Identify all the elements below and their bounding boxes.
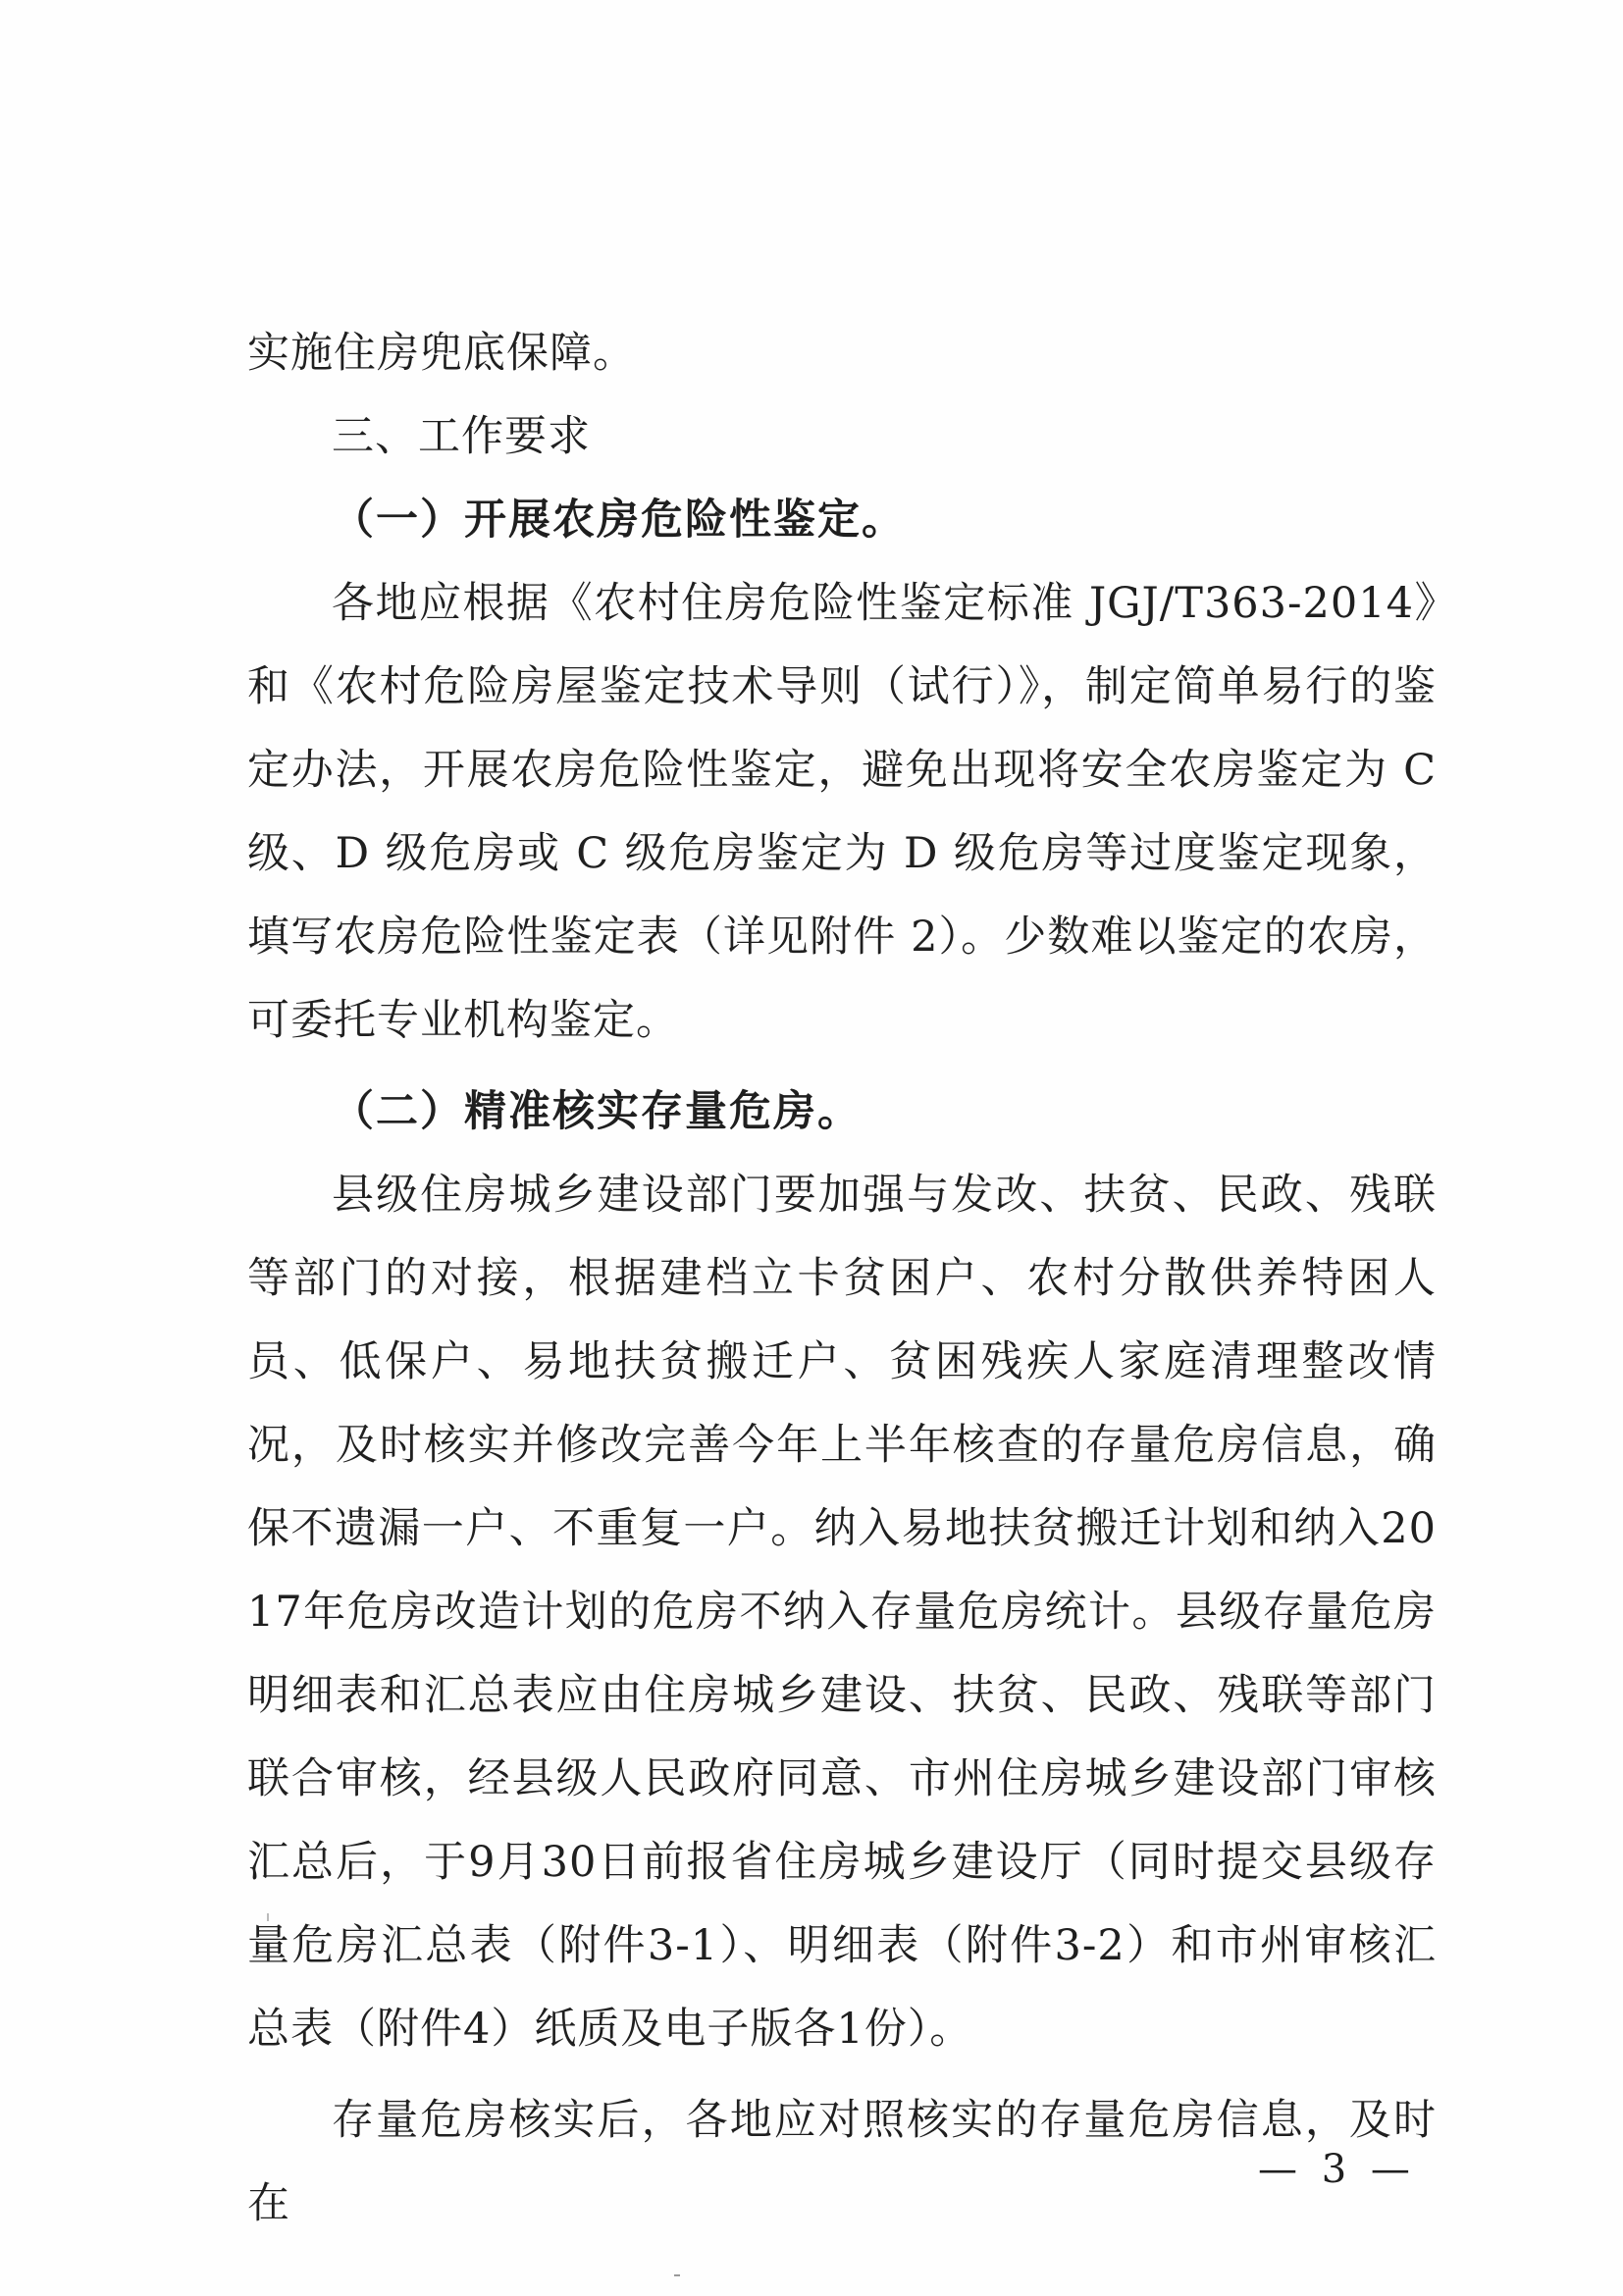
paragraph-appraisal: 各地应根据《农村住房危险性鉴定标准 JGJ/T363-2014》和《农村危险房屋鉴定技术导则（试行）》，制定简单易行的鉴定办法，开展农房危险性鉴定，避免出现将安全农房鉴定为 C 级、D 级危房或 C 级危房鉴定为 D 级危房等过度鉴定现象，填写农房危险性鉴定表（详见附件 2）。少数难以鉴定的农房，可委托专业机构鉴定。 [247,579,1437,1045]
section-heading-work-requirements: 三、工作要求 [332,412,591,461]
document-body [247,312,1437,2246]
scan-mark [267,1913,269,1921]
subsection-heading-2: （二）精准核实存量危房。 [332,1087,862,1136]
subsection-heading-1: （一）开展农房危险性鉴定。 [332,496,906,545]
scan-speck [674,2274,680,2276]
paragraph-verification: 县级住房城乡建设部门要加强与发改、扶贫、民政、残联等部门的对接，根据建档立卡贫困户、农村分散供养特困人员、低保户、易地扶贫搬迁户、贫困残疾人家庭清理整改情况，及时核实并修改完善今年上半年核查的存量危房信息，确保不遗漏一户、不重复一户。纳入易地扶贫搬迁计划和纳入2017年危房改造计划的危房不纳入存量危房统计。县级存量危房明细表和汇总表应由住房城乡建设、扶贫、民政、残联等部门联合审核，经县级人民政府同意、市州住房城乡建设部门审核汇总后，于9月30日前报省住房城乡建设厅（同时提交县级存量危房汇总表（附件3-1）、明细表（附件3-2）和市州审核汇总表（附件4）纸质及电子版各1份）。 [247,1171,1437,2054]
page-number: — 3 — [1258,2147,1416,2192]
paragraph-continuation: 实施住房兜底保障。 [247,329,636,378]
paragraph-after-verification: 存量危房核实后，各地应对照核实的存量危房信息，及时在 [247,2096,1437,2228]
